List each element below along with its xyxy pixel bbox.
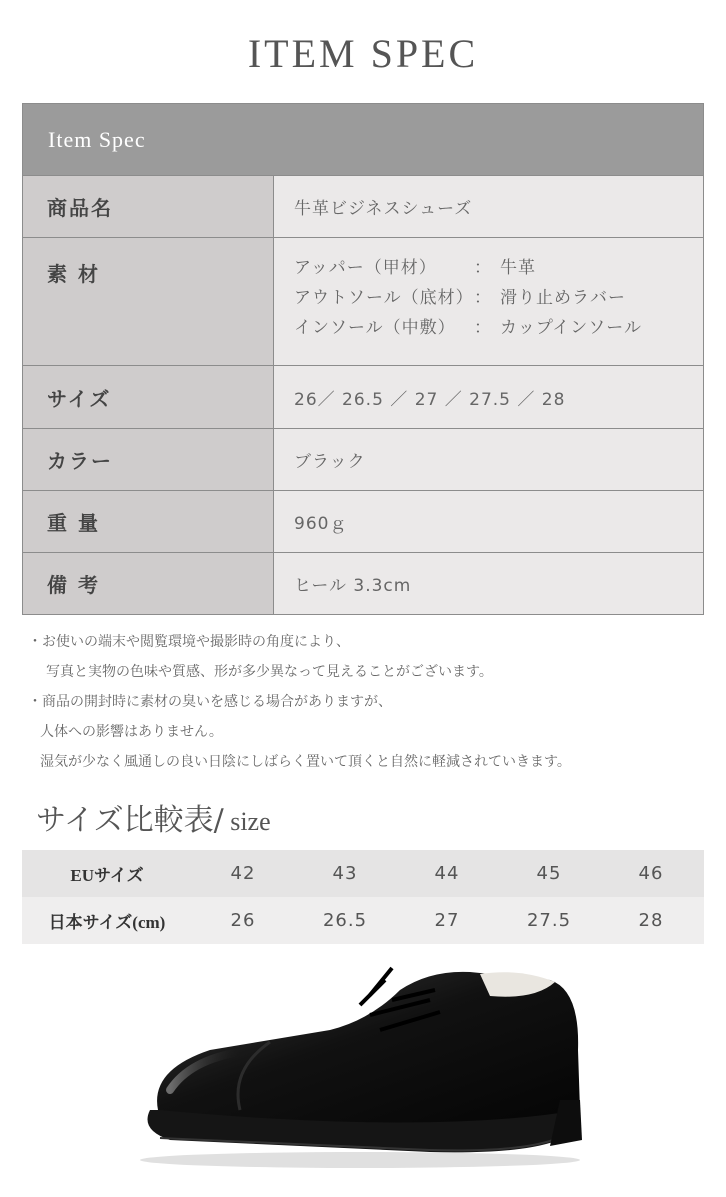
page-title: ITEM SPEC bbox=[247, 31, 479, 76]
spec-key: カラー bbox=[23, 429, 274, 490]
size-title-jp: サイズ比較表/ bbox=[36, 803, 224, 838]
spec-key: 重 量 bbox=[23, 491, 274, 552]
size-cell: 27 bbox=[434, 910, 460, 931]
spec-table bbox=[22, 103, 704, 615]
size-row-label: EUサイズ bbox=[70, 866, 144, 885]
spec-row-remarks bbox=[23, 552, 703, 614]
note-line: 湿気が少なく風通しの良い日陰にしばらく置いて頂くと自然に軽減されていきます。 bbox=[40, 754, 571, 770]
size-cell: 44 bbox=[434, 863, 460, 884]
size-table bbox=[22, 850, 704, 944]
material-list bbox=[294, 258, 642, 339]
spec-row-weight bbox=[23, 490, 703, 552]
size-section-title bbox=[36, 795, 271, 839]
shoe-image bbox=[130, 960, 590, 1170]
size-row-label: 日本サイズ(cm) bbox=[48, 913, 166, 932]
material-separator: ： bbox=[474, 318, 492, 338]
spec-value: 26／ 26.5 ／ 27 ／ 27.5 ／ 28 bbox=[274, 366, 703, 428]
size-cell: 28 bbox=[638, 910, 664, 931]
material-name: 牛革 bbox=[500, 258, 536, 278]
size-title-en: size bbox=[223, 807, 271, 836]
material-part: アウトソール（底材） bbox=[294, 288, 474, 308]
material-part: インソール（中敷） bbox=[294, 318, 456, 338]
spec-key: 素 材 bbox=[23, 238, 274, 365]
note-line: 写真と実物の色味や質感、形が多少異なって見えることがございます。 bbox=[46, 664, 493, 680]
note-line: ・お使いの端末や閲覧環境や撮影時の角度により、 bbox=[28, 634, 350, 650]
spec-key: 備 考 bbox=[23, 553, 274, 614]
size-cell: 43 bbox=[332, 863, 358, 884]
size-cell: 26.5 bbox=[322, 910, 368, 931]
spec-row-material bbox=[23, 237, 703, 365]
spec-key: サイズ bbox=[23, 366, 274, 428]
size-row-eu bbox=[22, 850, 704, 897]
spec-row-product-name bbox=[23, 175, 703, 237]
size-cell: 42 bbox=[230, 863, 256, 884]
note-line: 人体への影響はありません。 bbox=[40, 724, 223, 740]
size-cell: 26 bbox=[230, 910, 256, 931]
material-separator: ： bbox=[474, 288, 492, 308]
note-line: ・商品の開封時に素材の臭いを感じる場合がありますが、 bbox=[28, 694, 392, 710]
size-row-jp bbox=[22, 897, 704, 944]
spec-value: ヒール 3.3cm bbox=[274, 553, 703, 614]
material-part: アッパー（甲材） bbox=[294, 258, 437, 278]
spec-row-size bbox=[23, 365, 703, 428]
size-cell: 45 bbox=[536, 863, 562, 884]
spec-value: 960ｇ bbox=[274, 491, 703, 552]
notes bbox=[28, 627, 571, 777]
spec-key: 商品名 bbox=[23, 176, 274, 237]
spec-value: 牛革ビジネスシューズ bbox=[274, 176, 703, 237]
material-separator: ： bbox=[474, 258, 492, 278]
material-name: 滑り止めラバー bbox=[500, 288, 626, 308]
material-name: カップインソール bbox=[500, 318, 642, 338]
size-cell: 46 bbox=[638, 863, 664, 884]
spec-table-header: Item Spec bbox=[23, 104, 703, 175]
spec-row-color bbox=[23, 428, 703, 490]
size-cell: 27.5 bbox=[526, 910, 572, 931]
spec-value bbox=[274, 238, 703, 365]
spec-value: ブラック bbox=[274, 429, 703, 490]
